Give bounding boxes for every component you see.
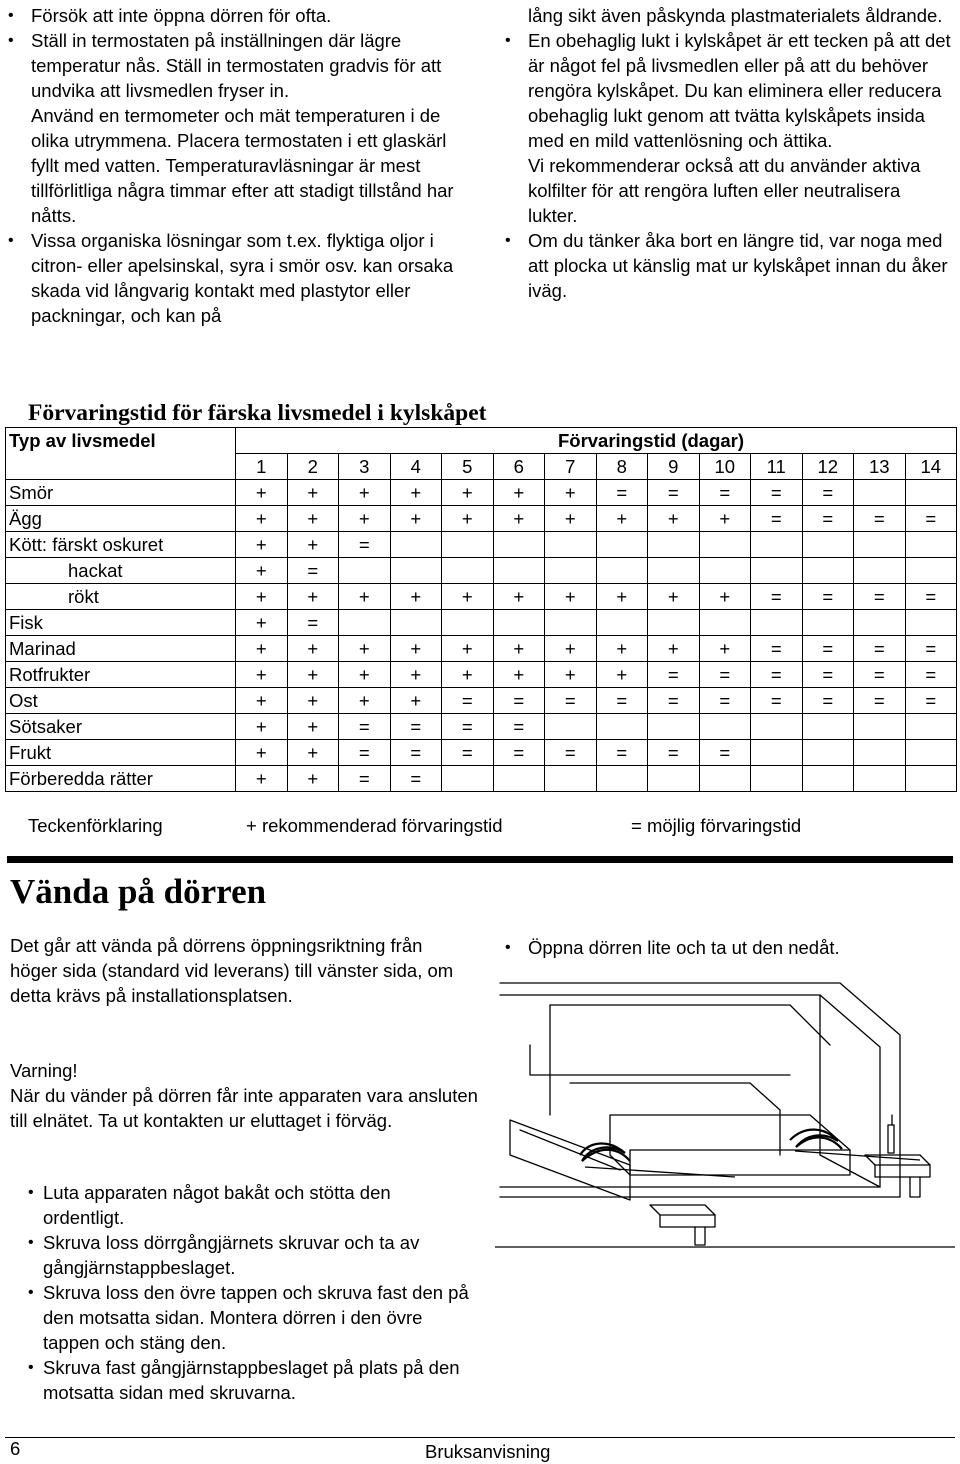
table-cell: =	[390, 740, 442, 766]
table-cell: =	[751, 636, 803, 662]
door-bottom	[510, 1120, 630, 1200]
table-cell: =	[442, 740, 494, 766]
table-cell: +	[236, 688, 288, 714]
table-cell: +	[699, 506, 751, 532]
table-cell	[648, 558, 700, 584]
table-cell	[545, 610, 597, 636]
table-cell: +	[699, 584, 751, 610]
table-cell: =	[699, 480, 751, 506]
table-cell	[751, 558, 803, 584]
day-header: 1	[236, 454, 288, 480]
table-cell: +	[390, 662, 442, 688]
table-cell	[751, 532, 803, 558]
table-cell: =	[442, 688, 494, 714]
table-cell: +	[287, 480, 339, 506]
table-row	[6, 610, 957, 636]
table-cell: =	[339, 714, 391, 740]
table-cell: +	[236, 636, 288, 662]
day-header: 13	[854, 454, 906, 480]
table-cell	[854, 558, 906, 584]
table-cell: =	[390, 714, 442, 740]
table-cell: +	[596, 636, 648, 662]
table-cell: +	[287, 506, 339, 532]
table-cell	[493, 532, 545, 558]
table-cell: +	[236, 714, 288, 740]
warning-title: Varning!	[10, 1060, 78, 1081]
table-cell: =	[905, 506, 957, 532]
table-cell: +	[390, 688, 442, 714]
table-cell: +	[287, 636, 339, 662]
table-cell	[751, 766, 803, 792]
table-cell: =	[699, 688, 751, 714]
scribble-mark	[580, 1143, 630, 1161]
list-item: • Vissa organiska lösningar som t.ex. flyktiga oljor i citron- eller apelsinskal, syra i smör osv. kan orsaka skada vid långvarig kontakt med plastytor eller packningar, och kan på	[6, 228, 476, 328]
table-cell	[699, 766, 751, 792]
table-cell	[905, 740, 957, 766]
day-header: 12	[802, 454, 854, 480]
table-cell: +	[236, 766, 288, 792]
table-cell: +	[442, 506, 494, 532]
table-cell: =	[854, 688, 906, 714]
table-cell	[699, 714, 751, 740]
table-cell: +	[596, 506, 648, 532]
table-cell: +	[339, 636, 391, 662]
table-cell: +	[236, 506, 288, 532]
list-item: • Försök att inte öppna dörren för ofta.	[6, 3, 476, 28]
footer-title: Bruksanvisning	[425, 1441, 551, 1462]
table-cell: =	[854, 584, 906, 610]
table-row	[6, 558, 957, 584]
table-cell: +	[545, 506, 597, 532]
footer-rule	[5, 1437, 955, 1438]
table-cell: =	[648, 740, 700, 766]
table-cell: +	[493, 662, 545, 688]
day-header: 2	[287, 454, 339, 480]
table-cell	[905, 480, 957, 506]
table-cell: +	[287, 766, 339, 792]
warning-block	[10, 1058, 480, 1133]
table-cell	[442, 766, 494, 792]
left-column	[6, 3, 476, 328]
table-cell: +	[493, 480, 545, 506]
table-cell: +	[339, 688, 391, 714]
table-cell: =	[493, 688, 545, 714]
table-cell: =	[493, 740, 545, 766]
legend-possible: = möjlig förvaringstid	[631, 815, 802, 836]
table-cell: +	[236, 740, 288, 766]
table-cell	[390, 532, 442, 558]
table-cell: +	[596, 584, 648, 610]
day-header: 7	[545, 454, 597, 480]
table-cell: =	[905, 688, 957, 714]
table-cell: =	[751, 662, 803, 688]
table-cell: =	[596, 740, 648, 766]
table-cell	[390, 610, 442, 636]
table-cell: +	[699, 636, 751, 662]
table-cell: +	[287, 584, 339, 610]
table-cell	[493, 610, 545, 636]
list-item-continuation: lång sikt även påskynda plastmaterialets åldrande.	[528, 5, 943, 26]
table-cell: =	[287, 610, 339, 636]
list-item: • Ställ in termostaten på inställningen där lägre temperatur nås. Ställ in termostaten gradvis för att undvika att livsmedlen fryser in.	[6, 28, 476, 103]
table-cell: =	[802, 636, 854, 662]
table-cell: =	[802, 506, 854, 532]
table-cell: =	[751, 480, 803, 506]
food-label: Smör	[6, 480, 236, 506]
step-item: • Skruva loss den övre tappen och skruva fast den på den motsatta sidan. Montera dörren i den övre tappen och stäng den.	[6, 1280, 476, 1355]
storage-table	[5, 427, 957, 792]
table-cell	[802, 740, 854, 766]
section-divider	[7, 856, 953, 863]
table-cell: +	[287, 688, 339, 714]
table-cell: +	[236, 532, 288, 558]
drawer-outline	[610, 1115, 850, 1175]
table-row	[6, 662, 957, 688]
table-cell	[648, 766, 700, 792]
storage-time-header: Förvaringstid (dagar)	[236, 428, 957, 454]
cabinet-outline	[500, 983, 900, 1197]
table-cell	[545, 766, 597, 792]
table-cell: +	[390, 636, 442, 662]
door-step-right	[503, 935, 953, 960]
step-item: • Öppna dörren lite och ta ut den nedåt.	[503, 935, 953, 960]
table-cell: =	[545, 688, 597, 714]
food-label: Sötsaker	[6, 714, 236, 740]
table-cell	[545, 532, 597, 558]
table-cell: =	[596, 688, 648, 714]
table-cell	[905, 714, 957, 740]
legend-label: Teckenförklaring	[28, 815, 163, 836]
table-cell: +	[390, 584, 442, 610]
table-cell	[442, 558, 494, 584]
table-cell: +	[545, 662, 597, 688]
table-cell: =	[545, 740, 597, 766]
table-cell	[854, 610, 906, 636]
table-cell	[854, 480, 906, 506]
table-row	[6, 636, 957, 662]
step-item: • Luta apparaten något bakåt och stötta den ordentligt.	[6, 1180, 476, 1230]
table-cell: =	[802, 480, 854, 506]
table-cell: +	[442, 584, 494, 610]
legend-recommended: + rekommenderad förvaringstid	[246, 815, 503, 836]
day-header: 3	[339, 454, 391, 480]
table-cell: =	[699, 740, 751, 766]
table-cell	[802, 766, 854, 792]
table-cell: +	[236, 480, 288, 506]
food-label: Marinad	[6, 636, 236, 662]
table-cell	[699, 558, 751, 584]
table-cell: +	[236, 558, 288, 584]
table-cell	[802, 558, 854, 584]
table-cell: +	[493, 584, 545, 610]
table-row	[6, 714, 957, 740]
table-cell	[699, 532, 751, 558]
section-title: Vända på dörren	[10, 872, 267, 911]
table-cell: +	[236, 662, 288, 688]
table-cell: +	[648, 636, 700, 662]
day-header: 10	[699, 454, 751, 480]
door-steps	[6, 1180, 476, 1405]
table-cell	[493, 558, 545, 584]
table-cell: =	[751, 688, 803, 714]
table-cell: +	[493, 506, 545, 532]
food-label: Ost	[6, 688, 236, 714]
table-cell: =	[287, 558, 339, 584]
storage-table-title: Förvaringstid för färska livsmedel i kylskåpet	[28, 400, 487, 426]
table-cell	[442, 610, 494, 636]
warning-text: När du vänder på dörren får inte apparaten vara ansluten till elnätet. Ta ut kontakten ur eluttaget i förväg.	[10, 1085, 478, 1131]
table-cell: +	[287, 714, 339, 740]
list-item: • Om du tänker åka bort en längre tid, var noga med att plocka ut känslig mat ur kylskåpet innan du åker iväg.	[503, 228, 953, 303]
food-label: Kött: färskt oskuret	[6, 532, 236, 558]
table-cell	[751, 610, 803, 636]
table-cell: =	[802, 688, 854, 714]
food-type-header: Typ av livsmedel	[6, 428, 236, 480]
table-cell	[802, 610, 854, 636]
table-cell: +	[339, 584, 391, 610]
table-cell: +	[339, 662, 391, 688]
table-cell: =	[596, 480, 648, 506]
table-cell	[751, 714, 803, 740]
table-cell	[802, 532, 854, 558]
door-removal-illustration	[490, 965, 960, 1255]
table-row	[6, 766, 957, 792]
table-cell: =	[648, 662, 700, 688]
table-cell	[648, 714, 700, 740]
table-cell	[596, 610, 648, 636]
page-number: 6	[10, 1438, 21, 1459]
table-cell: +	[545, 480, 597, 506]
day-header: 8	[596, 454, 648, 480]
table-cell: =	[648, 480, 700, 506]
table-cell: +	[442, 480, 494, 506]
table-cell: +	[287, 532, 339, 558]
food-label: Rotfrukter	[6, 662, 236, 688]
table-cell: +	[390, 506, 442, 532]
table-cell: +	[545, 584, 597, 610]
day-header: 4	[390, 454, 442, 480]
table-cell	[854, 766, 906, 792]
step-item: • Skruva fast gångjärnstappbeslaget på plats på den motsatta sidan med skruvarna.	[6, 1355, 476, 1405]
right-column	[503, 3, 953, 303]
table-cell: =	[751, 506, 803, 532]
steps-list	[6, 1180, 476, 1405]
table-cell: +	[236, 584, 288, 610]
table-cell: =	[854, 662, 906, 688]
day-header: 5	[442, 454, 494, 480]
table-cell	[648, 532, 700, 558]
left-bullet-list	[6, 3, 476, 328]
table-cell	[596, 766, 648, 792]
table-cell	[905, 558, 957, 584]
table-cell	[854, 740, 906, 766]
table-cell	[545, 714, 597, 740]
table-cell: +	[648, 506, 700, 532]
table-cell	[854, 532, 906, 558]
door-intro-text: Det går att vända på dörrens öppningsriktning från höger sida (standard vid leverans) till vänster sida, om detta krävs på installationsplatsen.	[10, 935, 454, 1006]
right-bullet-list	[503, 3, 953, 303]
table-cell: +	[390, 480, 442, 506]
list-item-continuation: Använd en termometer och mät temperaturen i de olika utrymmena. Placera termostaten i ett glaskärl fyllt med vatten. Temperaturavläsningar är mest tillförlitliga några timmar efter att stadigt tillstånd har nåtts.	[31, 105, 454, 226]
table-cell: +	[596, 662, 648, 688]
table-cell: +	[339, 480, 391, 506]
table-row	[6, 584, 957, 610]
food-label: Ägg	[6, 506, 236, 532]
table-cell	[802, 714, 854, 740]
day-header: 6	[493, 454, 545, 480]
table-cell: +	[545, 636, 597, 662]
list-item-continuation: Vi rekommenderar också att du använder aktiva kolfilter för att rengöra luften eller neutralisera lukter.	[528, 155, 921, 226]
table-cell: +	[339, 506, 391, 532]
table-cell: +	[442, 662, 494, 688]
table-cell	[905, 532, 957, 558]
table-cell	[596, 558, 648, 584]
table-cell	[545, 558, 597, 584]
table-row	[6, 688, 957, 714]
day-header: 11	[751, 454, 803, 480]
day-header: 9	[648, 454, 700, 480]
table-cell: =	[339, 766, 391, 792]
table-cell	[596, 714, 648, 740]
table-cell	[339, 558, 391, 584]
table-cell: +	[236, 610, 288, 636]
table-cell: =	[751, 584, 803, 610]
table-cell: =	[339, 740, 391, 766]
food-label: rökt	[6, 584, 236, 610]
table-cell	[751, 740, 803, 766]
table-cell	[854, 714, 906, 740]
table-cell	[648, 610, 700, 636]
table-cell: +	[287, 662, 339, 688]
table-cell: =	[699, 662, 751, 688]
table-row	[6, 532, 957, 558]
table-cell	[699, 610, 751, 636]
table-row	[6, 740, 957, 766]
table-cell: =	[442, 714, 494, 740]
food-label: hackat	[6, 558, 236, 584]
table-cell: +	[648, 584, 700, 610]
table-cell: =	[802, 662, 854, 688]
table-cell: +	[287, 740, 339, 766]
table-cell: =	[339, 532, 391, 558]
table-cell: +	[493, 636, 545, 662]
table-cell: =	[648, 688, 700, 714]
table-cell	[339, 610, 391, 636]
table-cell	[442, 532, 494, 558]
table-cell: =	[905, 636, 957, 662]
hinge-bracket	[650, 1205, 715, 1215]
table-cell: =	[905, 584, 957, 610]
table-cell	[905, 766, 957, 792]
table-cell: =	[390, 766, 442, 792]
day-header: 14	[905, 454, 957, 480]
step-item: • Skruva loss dörrgångjärnets skruvar och ta av gångjärnstappbeslaget.	[6, 1230, 476, 1280]
table-cell: +	[442, 636, 494, 662]
list-item: • En obehaglig lukt i kylskåpet är ett tecken på att det är något fel på livsmedlen eller på att du behöver rengöra kylskåpet. Du kan eliminera eller reducera obehaglig lukt genom att tvätta kylskåpets insida med en mild vattenlösning och ättika.	[503, 28, 953, 153]
table-cell: =	[493, 714, 545, 740]
table-row	[6, 480, 957, 506]
table-cell	[905, 610, 957, 636]
table-cell	[390, 558, 442, 584]
table-cell: =	[854, 506, 906, 532]
table-header-row	[6, 428, 957, 454]
right-steps-list	[503, 935, 953, 960]
table-cell	[596, 532, 648, 558]
table-cell: =	[802, 584, 854, 610]
table-row	[6, 506, 957, 532]
food-label: Fisk	[6, 610, 236, 636]
table-cell: =	[905, 662, 957, 688]
food-label: Frukt	[6, 740, 236, 766]
food-label: Förberedda rätter	[6, 766, 236, 792]
table-cell	[493, 766, 545, 792]
table-cell: =	[854, 636, 906, 662]
